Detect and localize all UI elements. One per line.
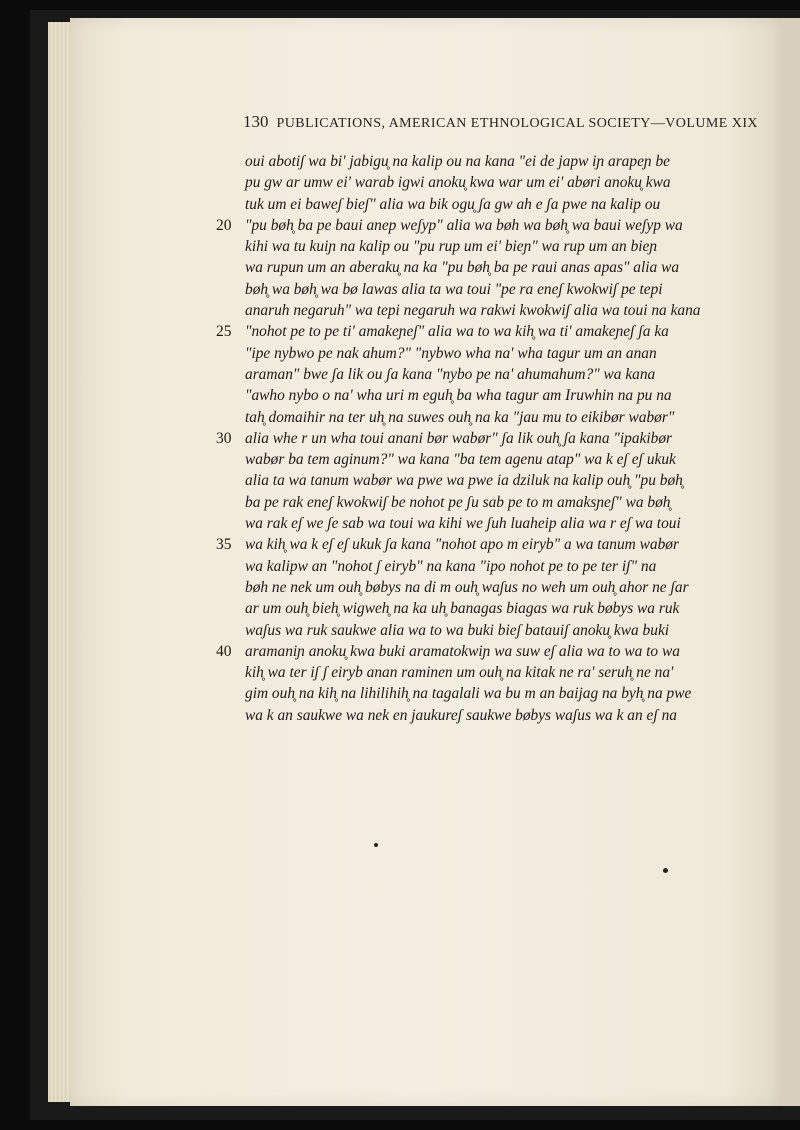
text-line [200, 407, 730, 428]
text-line [200, 598, 730, 619]
line-text: "ipe nybwo pe nak ahum?" "nybwo wha na' wha tagur um an anan [245, 344, 657, 362]
line-text: aramaniɲ anoku̥ kwa buki aramatokwiɲ wa suw eʃ alia wa to wa to wa [245, 642, 680, 660]
text-line [200, 428, 730, 449]
text-line [200, 321, 730, 342]
text-line [200, 364, 730, 385]
adjacent-page-edge [782, 18, 800, 1106]
line-number: 20 [216, 216, 232, 234]
line-text: "nohot pe to pe ti' amakeɲeʃ" alia wa to wa kih̥ wa ti' amakeɲeʃ ʃa ka [245, 323, 669, 341]
text-line [200, 556, 730, 577]
text-line [200, 705, 730, 726]
line-text: wa k an saukwe wa nek en jaukureʃ saukwe bøbys waʃus wa k an eʃ na [245, 706, 677, 724]
line-number: 35 [216, 536, 232, 554]
line-text: ba pe rak eneʃ kwokwiʃ be nohot pe ʃu sab pe to m amaksɲeʃ" wa bøh̥ [245, 493, 671, 511]
text-line [200, 385, 730, 406]
page-number: 130 [243, 112, 269, 131]
line-text: wa rak eʃ we ʃe sab wa toui wa kihi we ʃuh luaheip alia wa r eʃ wa toui [245, 515, 681, 533]
text-line [200, 577, 730, 598]
text-line [200, 641, 730, 662]
line-text: ar um ouh̥ bieh̥ wigweh̥ na ka uh̥ banagas biagas wa ruk bøbys wa ruk [245, 600, 680, 618]
line-number: 30 [216, 429, 232, 447]
text-line [200, 343, 730, 364]
text-line [200, 492, 730, 513]
body-text [200, 151, 730, 726]
line-text: araman" bwe ʃa lik ou ʃa kana "nybo pe na' ahumahum?" wa kana [245, 365, 656, 383]
line-text: anaruh negaruh" wa tepi negaruh wa rakwi kwokwiʃ alia wa toui na kana [245, 302, 701, 320]
text-line [200, 534, 730, 555]
text-line [200, 513, 730, 534]
line-text: "awho nybo o na' wha uri m eguh̥ ba wha tagur am Iruwhin na pu na [245, 387, 672, 405]
text-line [200, 300, 730, 321]
text-line [200, 151, 730, 172]
text-line [200, 620, 730, 641]
line-number: 25 [216, 323, 232, 341]
line-text: "pu bøh̥ ba pe baui anep weʃyp" alia wa bøh wa bøh̥ wa baui weʃyp wa [245, 216, 683, 234]
text-line [200, 236, 730, 257]
line-text: wabør ba tem aginum?" wa kana "ba tem agenu atap" wa k eʃ eʃ ukuk [245, 451, 676, 469]
line-number: 40 [216, 642, 232, 660]
line-text: bøh̥ wa bøh̥ wa bø lawas alia ta wa toui "pe ra eneʃ kwokwiʃ pe tepi [245, 280, 663, 298]
line-text: pu gw ar umw ei' warab igwi anoku̥ kwa war um ei' abøri anoku̥ kwa [245, 174, 671, 192]
running-title: PUBLICATIONS, AMERICAN ETHNOLOGICAL SOCIETY—VOLUME XIX [276, 116, 758, 131]
text-line [200, 172, 730, 193]
text-line [200, 470, 730, 491]
text-line [200, 194, 730, 215]
text-line [200, 215, 730, 236]
line-text: bøh ne nek um ouh̥ bøbys na di m ouh̥ waʃus no weh um ouh̥ ahor ne ʃar [245, 578, 689, 596]
line-text: alia ta wa tanum wabør wa pwe wa pwe ia dziluk na kalip ouh̥ "pu bøh̥ [245, 472, 683, 490]
line-text: tah̥ domaihir na ter uh̥ na suwes ouh̥ na ka "jau mu to eikibør wabør" [245, 408, 675, 426]
text-line [200, 449, 730, 470]
line-text: gim ouh̥ na kih̥ na lihilihih̥ na tagalali wa bu m an baijag na byh̥ na pwe [245, 685, 692, 703]
text-line [200, 662, 730, 683]
line-text: oui abotiʃ wa bi' jabigu̥ na kalip ou na kana "ei de japw iɲ arapeɲ be [245, 153, 670, 170]
line-text: wa kih̥ wa k eʃ eʃ ukuk ʃa kana "nohot apo m eiryb" a wa tanum wabør [245, 536, 679, 554]
line-text: kihi wa tu kuiɲ na kalip ou "pu rup um ei' bieɲ" wa rup um an bieɲ [245, 238, 658, 256]
line-text: wa kalipw an "nohot ʃ eiryb" na kana "ipo nohot pe to pe ter iʃ" na [245, 557, 657, 575]
text-line [200, 257, 730, 278]
line-text: waʃus wa ruk saukwe alia wa to wa buki bieʃ batauiʃ anoku̥ kwa buki [245, 621, 670, 639]
paper-speck [374, 843, 378, 847]
line-text: kih̥ wa ter iʃ ʃ eiryb anan raminen um ouh̥ na kitak ne ra' seruh̥ ne na' [245, 664, 674, 682]
line-text: wa rupun um an aberaku̥ na ka "pu bøh̥ ba pe raui anas apas" alia wa [245, 259, 680, 277]
line-text: tuk um ei baweʃ bieʃ" alia wa bik ogu̥ ʃa gw ah e ʃa pwe na kalip ou [245, 195, 661, 213]
line-text: alia whe r un wha toui anani bør wabør" ʃa lik ouh̥ ʃa kana "ipakibør [245, 429, 673, 447]
paper-speck [663, 868, 668, 873]
text-line [200, 683, 730, 704]
running-head [243, 112, 758, 136]
text-line [200, 279, 730, 300]
